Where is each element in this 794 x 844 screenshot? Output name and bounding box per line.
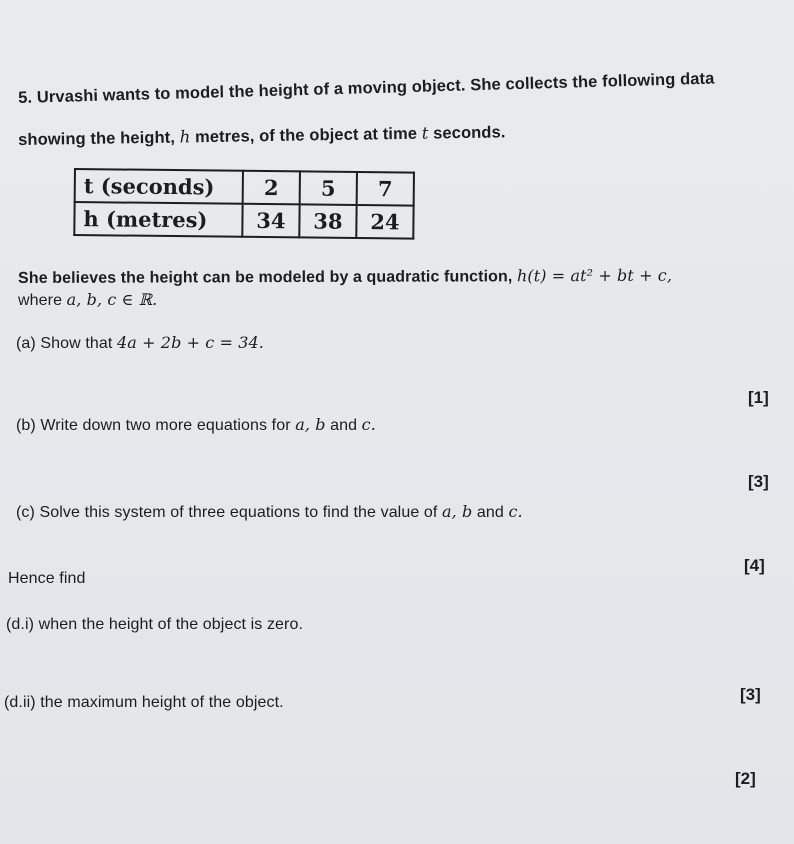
part-b-vars: a, b [295,415,326,434]
table-header-height: h (metres) [74,202,242,237]
part-d-i-mark: [3] [740,685,761,704]
part-c [16,502,523,522]
intro-text-b: metres, of the object at time [190,124,422,147]
model-function: h(t) = at² + bt + c, [516,265,673,286]
intro-var-h: h [179,127,191,147]
part-b-and: and [325,417,362,434]
part-c-var-c: c. [508,502,523,521]
table-cell-t-2: 5 [300,171,357,205]
table-cell-t-1: 2 [243,171,300,205]
table-cell-h-1: 34 [242,204,299,238]
table-row-time [75,169,414,206]
part-b-mark: [3] [748,472,769,491]
model-text: She believes the height can be modeled by a quadratic function, [18,268,518,287]
data-table [73,168,415,240]
part-a [16,333,264,353]
table-cell-t-3: 7 [357,172,414,206]
hence-find: Hence find [8,570,86,587]
part-d-i: (d.i) when the height of the object is zero. [6,616,304,633]
table-cell-h-2: 38 [299,204,356,238]
intro-var-t: t [421,123,429,143]
part-d-ii: (d.ii) the maximum height of the object. [4,694,284,711]
model-where-text: where [18,292,67,309]
part-c-label: (c) Solve this system of three equations to find the value of [16,504,442,521]
intro-text-a: showing the height, [18,128,180,149]
question-intro-line2 [18,122,506,150]
part-d-ii-mark: [2] [735,769,756,788]
part-b-var-c: c. [361,415,376,434]
part-b-label: (b) Write down two more equations for [16,417,296,434]
table-cell-h-3: 24 [356,205,413,239]
part-a-label: (a) Show that [16,335,118,352]
table-row-height [74,202,413,239]
part-a-mark: [1] [748,388,769,407]
part-c-mark: [4] [744,556,765,575]
intro-text-c: seconds. [428,123,506,143]
part-b [16,415,376,435]
question-intro-line1: 5. Urvashi wants to model the height of a moving object. She collects the following data [18,69,715,107]
part-a-equation: 4a + 2b + c = 34. [117,333,264,352]
model-line2 [18,290,157,310]
table-header-time: t (seconds) [75,169,243,204]
model-line1 [18,266,672,288]
part-c-and: and [472,504,509,521]
model-domain: a, b, c ∈ ℝ. [66,290,158,309]
part-c-vars: a, b [441,502,473,521]
